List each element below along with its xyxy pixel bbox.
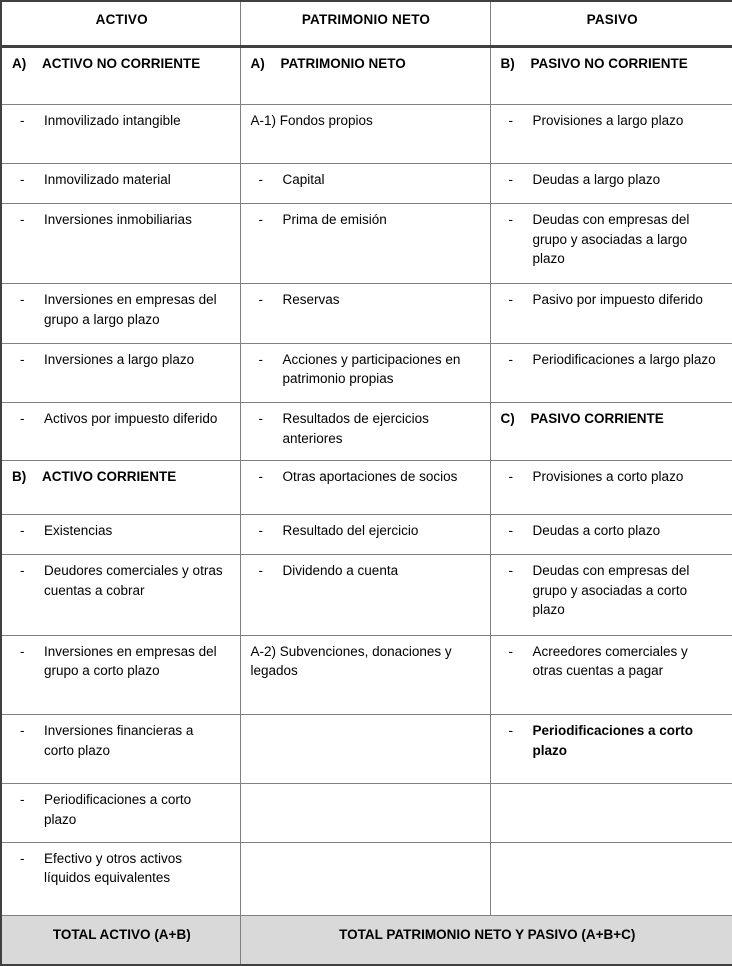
bullet-dash-icon: - xyxy=(258,469,263,485)
table-row xyxy=(1,461,732,515)
total-patrimonio-pasivo-cell: TOTAL PATRIMONIO NETO Y PASIVO (A+B+C) xyxy=(240,915,732,965)
bullet-dash-icon: - xyxy=(258,563,263,579)
line-item-label: Periodificaciones a corto plazo xyxy=(532,722,694,758)
bullet-dash-icon: - xyxy=(508,469,513,485)
table-row xyxy=(1,515,732,555)
section-heading-activo xyxy=(1,461,240,515)
line-item-label: Capital xyxy=(282,171,325,187)
section-marker: B) xyxy=(12,469,27,485)
bullet-dash-icon: - xyxy=(508,292,513,308)
line-item-patrimonio-neto xyxy=(240,555,490,635)
line-item-patrimonio-neto xyxy=(240,204,490,284)
section-marker: A) xyxy=(250,55,265,71)
line-item-patrimonio-neto xyxy=(240,163,490,203)
line-item-label: Periodificaciones a largo plazo xyxy=(532,351,716,367)
bullet-dash-icon: - xyxy=(508,171,513,187)
line-item-label: Inmovilizado intangible xyxy=(44,112,181,128)
line-item-label: Inversiones a largo plazo xyxy=(44,351,195,367)
line-item-label: Deudas a corto plazo xyxy=(532,523,661,539)
line-item-label: Provisiones a corto plazo xyxy=(532,469,684,485)
table-row xyxy=(1,46,732,104)
bullet-dash-icon: - xyxy=(258,212,263,228)
section-heading-pasivo xyxy=(490,403,732,461)
bullet-dash-icon: - xyxy=(20,643,25,659)
line-item-pasivo xyxy=(490,163,732,203)
line-item-activo xyxy=(1,163,240,203)
bullet-dash-icon: - xyxy=(20,792,25,808)
subsection-text: A-1) Fondos propios xyxy=(250,112,373,128)
line-item-patrimonio-neto xyxy=(240,403,490,461)
line-item-pasivo xyxy=(490,461,732,515)
line-item-label: Activos por impuesto diferido xyxy=(44,411,218,427)
line-item-label: Deudores comerciales y otras cuentas a cobrar xyxy=(44,563,223,598)
line-item-label: Periodificaciones a corto plazo xyxy=(44,792,192,827)
line-item-pasivo xyxy=(490,714,732,783)
bullet-dash-icon: - xyxy=(20,722,25,738)
line-item-pasivo xyxy=(490,343,732,402)
bullet-dash-icon: - xyxy=(258,171,263,187)
bullet-dash-icon: - xyxy=(20,171,25,187)
bullet-dash-icon: - xyxy=(20,112,25,128)
table-row xyxy=(1,842,732,915)
section-label: ACTIVO CORRIENTE xyxy=(42,469,177,485)
bullet-dash-icon: - xyxy=(20,212,25,228)
empty-cell-patrimonio-neto xyxy=(240,784,490,842)
line-item-label: Efectivo y otros activos líquidos equivalentes xyxy=(44,850,183,886)
bullet-dash-icon: - xyxy=(508,563,513,579)
section-label: PASIVO NO CORRIENTE xyxy=(530,55,688,71)
line-item-activo xyxy=(1,842,240,915)
section-heading-patrimonio-neto xyxy=(240,46,490,104)
line-item-label: Provisiones a largo plazo xyxy=(532,112,684,128)
bullet-dash-icon: - xyxy=(508,722,513,738)
line-item-patrimonio-neto xyxy=(240,284,490,343)
table-row xyxy=(1,204,732,284)
bullet-dash-icon: - xyxy=(258,351,263,367)
line-item-label: Inversiones en empresas del grupo a largo plazo xyxy=(44,292,217,328)
table-row xyxy=(1,714,732,783)
line-item-activo xyxy=(1,635,240,714)
line-item-label: Inversiones financieras a corto plazo xyxy=(44,722,194,758)
bullet-dash-icon: - xyxy=(20,351,25,367)
bullet-dash-icon: - xyxy=(258,523,263,539)
line-item-label: Deudas con empresas del grupo y asociadas a corto plazo xyxy=(532,563,690,618)
line-item-pasivo xyxy=(490,104,732,163)
table-row xyxy=(1,555,732,635)
totals-row xyxy=(1,915,732,965)
column-header-patrimonio-neto: PATRIMONIO NETO xyxy=(240,1,490,46)
line-item-pasivo xyxy=(490,635,732,714)
table-row xyxy=(1,784,732,842)
line-item-activo xyxy=(1,555,240,635)
line-item-pasivo xyxy=(490,555,732,635)
empty-cell-pasivo xyxy=(490,842,732,915)
empty-cell-patrimonio-neto xyxy=(240,714,490,783)
line-item-activo xyxy=(1,284,240,343)
line-item-label: Deudas con empresas del grupo y asociadas a largo plazo xyxy=(532,212,690,267)
line-item-label: Prima de emisión xyxy=(282,212,387,228)
line-item-label: Resultado del ejercicio xyxy=(282,523,419,539)
section-label: PATRIMONIO NETO xyxy=(280,55,406,71)
line-item-label: Dividendo a cuenta xyxy=(282,563,399,579)
line-item-patrimonio-neto xyxy=(240,461,490,515)
line-item-pasivo xyxy=(490,284,732,343)
line-item-activo xyxy=(1,343,240,402)
subsection-text: A-2) Subvenciones, donaciones y legados xyxy=(250,643,452,679)
line-item-label: Inmovilizado material xyxy=(44,171,171,187)
bullet-dash-icon: - xyxy=(258,292,263,308)
table-row xyxy=(1,163,732,203)
line-item-label: Acreedores comerciales y otras cuentas a pagar xyxy=(532,643,688,679)
bullet-dash-icon: - xyxy=(20,850,25,866)
bullet-dash-icon: - xyxy=(508,112,513,128)
line-item-label: Pasivo por impuesto diferido xyxy=(532,292,703,308)
section-marker: B) xyxy=(500,55,515,71)
bullet-dash-icon: - xyxy=(508,212,513,228)
line-item-label: Inversiones en empresas del grupo a corto plazo xyxy=(44,643,217,679)
line-item-label: Acciones y participaciones en patrimonio propias xyxy=(282,351,461,387)
line-item-label: Reservas xyxy=(282,292,340,308)
table-row xyxy=(1,343,732,402)
table-row xyxy=(1,104,732,163)
column-header-pasivo: PASIVO xyxy=(490,1,732,46)
column-header-activo: ACTIVO xyxy=(1,1,240,46)
section-label: ACTIVO NO CORRIENTE xyxy=(42,55,201,71)
line-item-label: Deudas a largo plazo xyxy=(532,171,661,187)
line-item-label: Resultados de ejercicios anteriores xyxy=(282,411,429,446)
table-row xyxy=(1,403,732,461)
line-item-label: Otras aportaciones de socios xyxy=(282,469,458,485)
subsection-label-patrimonio-neto xyxy=(240,104,490,163)
section-marker: C) xyxy=(500,411,515,427)
line-item-label: Inversiones inmobiliarias xyxy=(44,212,192,228)
line-item-activo xyxy=(1,204,240,284)
section-marker: A) xyxy=(12,55,27,71)
table-row xyxy=(1,635,732,714)
bullet-dash-icon: - xyxy=(508,523,513,539)
bullet-dash-icon: - xyxy=(20,292,25,308)
line-item-label: Existencias xyxy=(44,523,113,539)
table-header-row xyxy=(1,1,732,46)
section-heading-pasivo xyxy=(490,46,732,104)
subsection-label-patrimonio-neto xyxy=(240,635,490,714)
line-item-pasivo xyxy=(490,515,732,555)
bullet-dash-icon: - xyxy=(508,643,513,659)
line-item-pasivo xyxy=(490,204,732,284)
line-item-patrimonio-neto xyxy=(240,343,490,402)
total-activo-cell: TOTAL ACTIVO (A+B) xyxy=(1,915,240,965)
line-item-patrimonio-neto xyxy=(240,515,490,555)
bullet-dash-icon: - xyxy=(20,563,25,579)
section-heading-activo xyxy=(1,46,240,104)
section-label: PASIVO CORRIENTE xyxy=(530,411,664,427)
line-item-activo xyxy=(1,403,240,461)
bullet-dash-icon: - xyxy=(258,411,263,427)
bullet-dash-icon: - xyxy=(20,411,25,427)
table-body xyxy=(1,46,732,915)
bullet-dash-icon: - xyxy=(20,523,25,539)
line-item-activo xyxy=(1,784,240,842)
line-item-activo xyxy=(1,104,240,163)
line-item-activo xyxy=(1,515,240,555)
empty-cell-pasivo xyxy=(490,784,732,842)
bullet-dash-icon: - xyxy=(508,351,513,367)
line-item-activo xyxy=(1,714,240,783)
table-row xyxy=(1,284,732,343)
empty-cell-patrimonio-neto xyxy=(240,842,490,915)
